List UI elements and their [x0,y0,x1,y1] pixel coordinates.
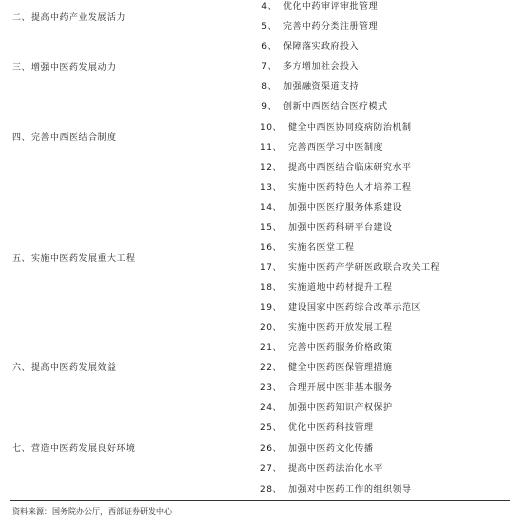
list-item: 11、 完善西医学习中医制度 [260,143,383,153]
list-item: 23、 合理开展中医非基本服务 [260,383,393,393]
list-item: 10、 健全中西医协同疫病防治机制 [260,123,412,133]
list-item: 4、 优化中药审评审批管理 [261,2,379,12]
category-4: 四、完善中西医结合制度 [12,133,117,143]
list-item: 26、 加强中医药文化传播 [260,444,374,454]
table-bottom-rule [10,500,510,501]
list-item: 28、 加强对中医药工作的组织领导 [260,485,412,495]
list-item: 6、 保障落实政府投入 [261,42,360,52]
list-item: 22、 健全中医药医保管理措施 [260,363,393,373]
list-item: 21、 完善中医药服务价格政策 [260,343,393,353]
list-item: 25、 优化中医药科技管理 [260,423,374,433]
list-item: 17、 实施中医药产学研医政联合攻关工程 [260,263,440,273]
list-item: 19、 建设国家中医药综合改革示范区 [260,303,421,313]
source-note: 资料来源：国务院办公厅，西部证券研发中心 [12,507,172,516]
list-item: 15、 加强中医药科研平台建设 [260,223,393,233]
category-5: 五、实施中医药发展重大工程 [12,254,136,264]
list-item: 24、 加强中医药知识产权保护 [260,403,393,413]
category-6: 六、提高中医药发展效益 [12,363,117,373]
list-item: 27、 提高中医药法治化水平 [260,464,383,474]
list-item: 8、 加强融资渠道支持 [261,82,360,92]
category-3: 三、增强中医药发展动力 [12,63,117,73]
category-2: 二、提高中药产业发展活力 [12,13,127,23]
list-item: 12、 提高中西医结合临床研究水平 [260,163,412,173]
category-7: 七、营造中医药发展良好环境 [12,444,136,454]
list-item: 5、 完善中药分类注册管理 [261,22,379,32]
list-item: 13、 实施中医药特色人才培养工程 [260,183,412,193]
list-item: 9、 创新中西医结合医疗模式 [261,102,388,112]
list-item: 20、 实施中医药开放发展工程 [260,323,393,333]
list-item: 18、 实施道地中药材提升工程 [260,283,393,293]
list-item: 7、 多方增加社会投入 [261,62,360,72]
list-item: 16、 实施名医堂工程 [260,243,355,253]
list-item: 14、 加强中医医疗服务体系建设 [260,203,402,213]
